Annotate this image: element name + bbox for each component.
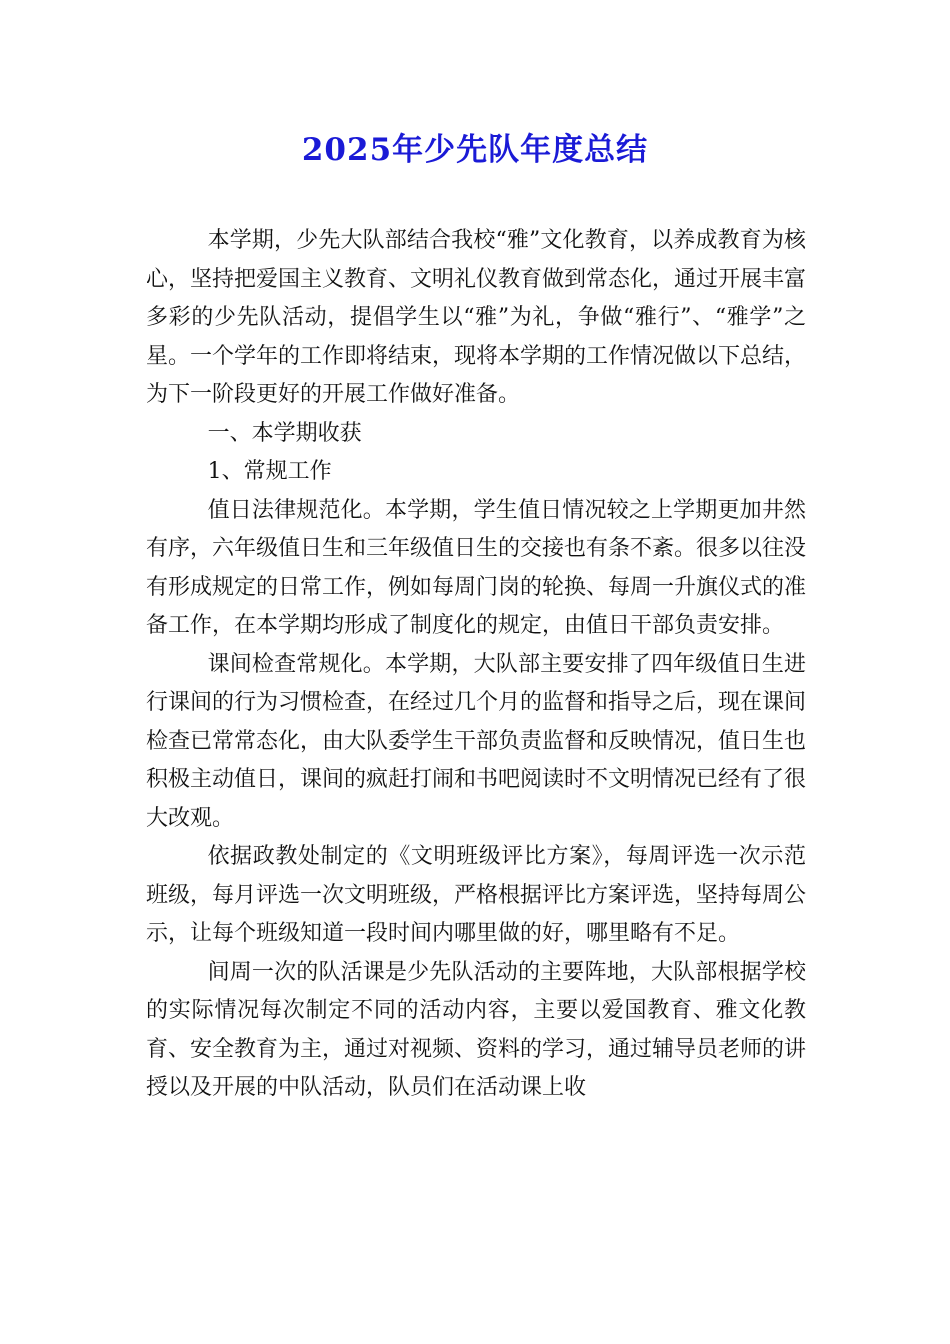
paragraph-intro: 本学期，少先大队部结合我校“雅”文化教育，以养成教育为核心，坚持把爱国主义教育、文明礼仪教育做到常态化，通过开展丰富多彩的少先队活动，提倡学生以“雅”为礼，争做“雅行”、“雅学”之星。一个学年的工作即将结束，现将本学期的工作情况做以下总结，为下一阶段更好的开展工作做好准备。 <box>146 228 807 407</box>
document-body <box>146 222 806 1108</box>
subsection-heading-routine: 1、常规工作 <box>207 459 332 484</box>
section-heading-harvest: 一、本学期收获 <box>207 420 362 446</box>
paragraph-team-activity: 间周一次的队活课是少先队活动的主要阵地，大队部根据学校的实际情况每次制定不同的活动内容，主要以爱国教育、雅文化教育、安全教育为主，通过对视频、资料的学习，通过辅导员老师的讲授以及开展的中队活动，队员们在活动课上收 <box>146 959 807 1100</box>
paragraph-break-inspection: 课间检查常规化。本学期，大队部主要安排了四年级值日生进行课间的行为习惯检查，在经过几个月的监督和指导之后，现在课间检查已常常态化，由大队委学生干部负责监督和反映情况，值日生也积极主动值日，课间的疯赶打闹和书吧阅读时不文明情况已经有了很大改观。 <box>146 651 807 831</box>
document-title: 2025年少先队年度总结 <box>301 132 649 168</box>
paragraph-class-evaluation: 依据政教处制定的《文明班级评比方案》，每周评选一次示范班级，每月评选一次文明班级，严格根据评比方案评选，坚持每周公示，让每个班级知道一段时间内哪里做的好，哪里略有不足。 <box>146 844 807 946</box>
paragraph-duty-standardization: 值日法律规范化。本学期，学生值日情况较之上学期更加井然有序，六年级值日生和三年级值日生的交接也有条不紊。很多以往没有形成规定的日常工作，例如每周门岗的轮换、每周一升旗仪式的准备工作，在本学期均形成了制度化的规定，由值日干部负责安排。 <box>146 497 807 638</box>
